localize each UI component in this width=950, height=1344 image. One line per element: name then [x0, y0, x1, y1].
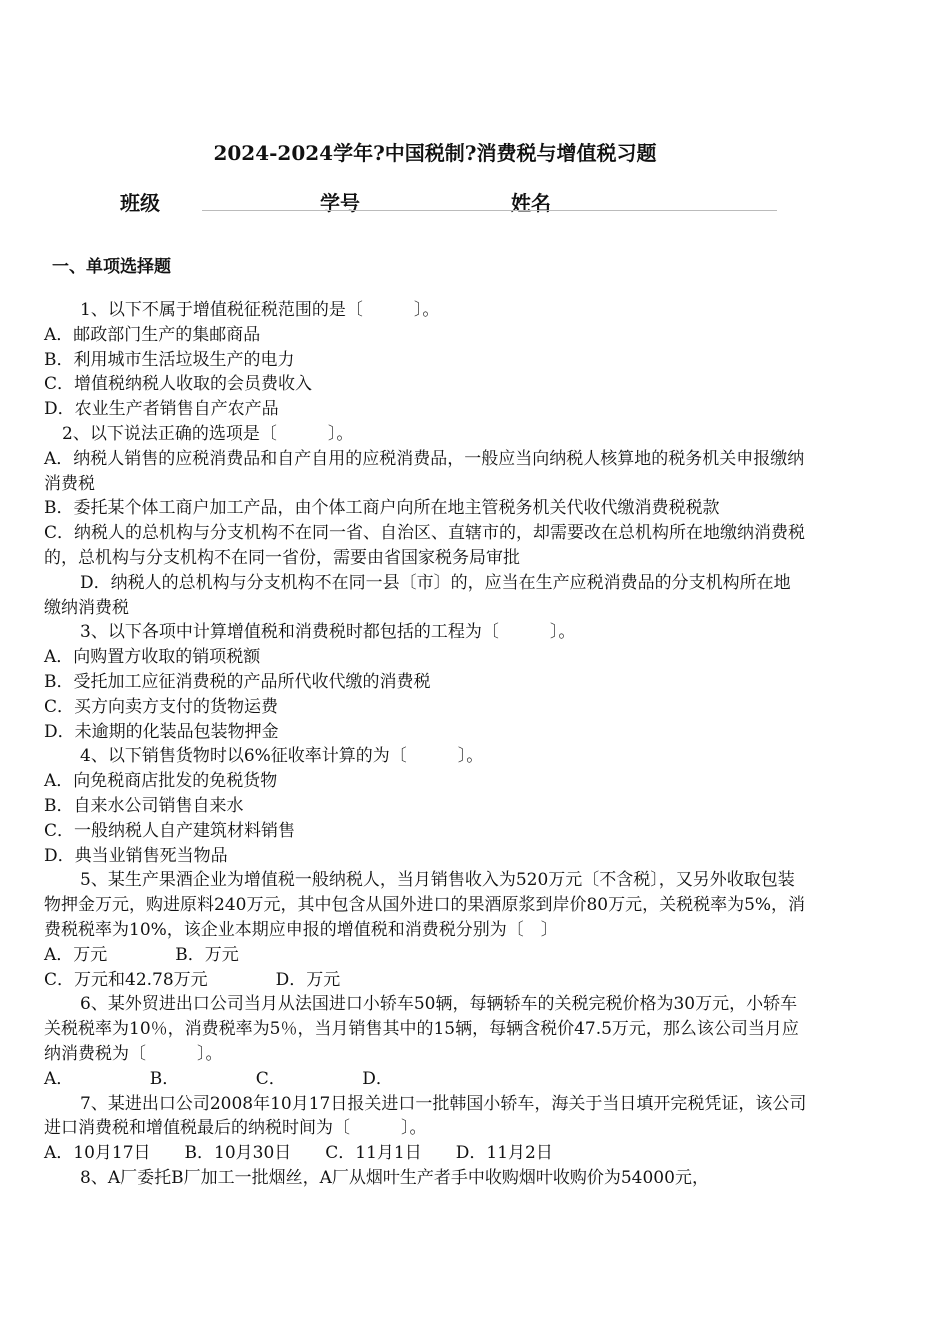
option-line: A．向免税商店批发的免税货物	[44, 771, 278, 792]
option-line: A．纳税人销售的应税消费品和自产自用的应税消费品，一般应当向纳税人核算地的税务机关申报缴纳消费税	[44, 448, 805, 494]
question-1-stem: 1、以下不属于增值税征税范围的是〔 〕。	[80, 300, 440, 320]
option-line: C．买方向卖方支付的货物运费	[44, 696, 279, 717]
option-line: C．纳税人的总机构与分支机构不在同一省、自治区、直辖市的，却需要改在总机构所在地缴纳消费税的，总机构与分支机构不在同一省份，需要由省国家税务局审批	[44, 523, 806, 568]
section-heading: 一、单项选择题	[52, 257, 171, 277]
option-line: B．受托加工应征消费税的产品所代收代缴的消费税	[44, 671, 431, 692]
document-title: 2024-2024学年?中国税制?消费税与增值税习题	[213, 141, 657, 165]
option-line: B．利用城市生活垃圾生产的电力	[44, 349, 295, 370]
question-8-stem: 8、A厂委托B厂加工一批烟丝，A厂从烟叶生产者手中收购烟叶收购价为54000元，	[80, 1167, 709, 1188]
question-4-stem: 4、以下销售货物时以6%征收率计算的为〔 〕。	[80, 746, 484, 767]
question-7-stem: 7、某进出口公司2008年10月17日报关进口一批韩国小轿车，海关于当日填开完税凭证，该公司进口消费税和增值税最后的纳税时间为〔 〕。	[44, 1093, 807, 1139]
option-line: A．邮政部门生产的集邮商品	[44, 324, 261, 345]
option-line: B．委托某个体工商户加工产品，由个体工商户向所在地主管税务机关代收代缴消费税税款	[44, 498, 720, 519]
class-label: 班级	[120, 191, 160, 215]
option-line: D．未逾期的化装品包装物押金	[44, 721, 279, 742]
option-line: B．自来水公司销售自来水	[44, 795, 244, 816]
question-list	[44, 298, 807, 1191]
option-line: A． B． C． D．	[44, 1068, 393, 1089]
question-3-stem: 3、以下各项中计算增值税和消费税时都包括的工程为〔 〕。	[80, 622, 576, 643]
option-line: C．增值税纳税人收取的会员费收入	[44, 374, 313, 395]
option-line: D．纳税人的总机构与分支机构不在同一县〔市〕的，应当在生产应税消费品的分支机构所在地缴纳消费税	[44, 572, 791, 618]
option-line: C．万元和42.78万元 D．万元	[44, 969, 341, 990]
question-5-stem: 5、某生产果酒企业为增值税一般纳税人，当月销售收入为520万元〔不含税〕，又另外收取包装物押金万元，购进原料240万元，其中包含从国外进口的果酒原浆到岸价80万元，关税税率为5%，消费税税率为10%，该企业本期应申报的增值税和消费税分别为〔 〕	[44, 870, 806, 940]
option-line: C．一般纳税人自产建筑材料销售	[44, 820, 296, 841]
option-line: D．农业生产者销售自产农产品	[44, 399, 279, 420]
option-line: A．万元 B．万元	[44, 944, 239, 965]
student-id-label: 学号	[320, 191, 360, 215]
question-2-stem: 2、以下说法正确的选项是〔 〕。	[62, 423, 354, 444]
fill-in-underline	[202, 210, 777, 211]
option-line: A．向购置方收取的销项税额	[44, 647, 261, 668]
name-label: 姓名	[511, 191, 551, 215]
option-line: A．10月17日 B．10月30日 C．11月1日 D．11月2日	[44, 1143, 553, 1164]
student-info-row	[120, 187, 780, 213]
option-line: D．典当业销售死当物品	[44, 845, 228, 866]
question-6-stem: 6、某外贸进出口公司当月从法国进口小轿车50辆，每辆轿车的关税完税价格为30万元，小轿车关税税率为10％，消费税率为5％，当月销售其中的15辆，每辆含税价47.5万元，那么该公司当月应纳消费税为〔 〕。	[44, 994, 799, 1064]
